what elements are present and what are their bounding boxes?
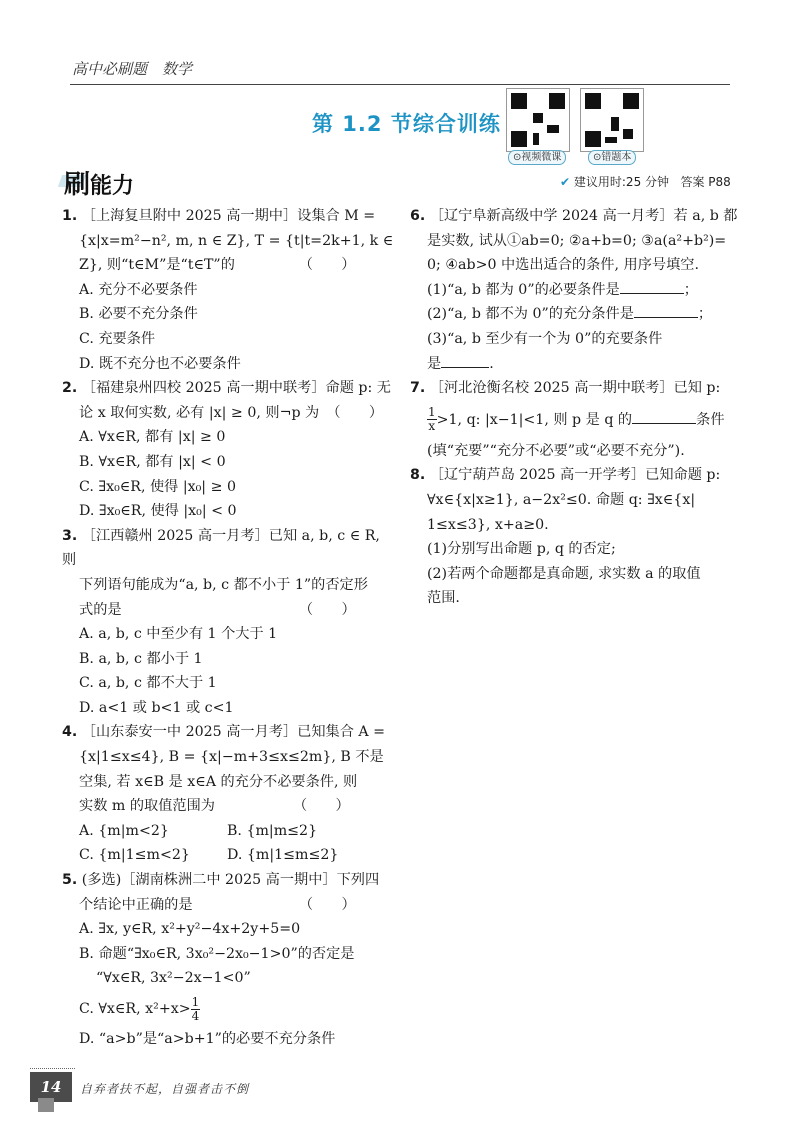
question-text: ［福建泉州四校 2025 高一期中联考］命题 p: 无	[81, 380, 391, 397]
question-2	[62, 376, 394, 524]
fraction-numerator: 1	[428, 405, 436, 420]
section-title: 第 1.2 节综合训练	[312, 112, 501, 136]
qr-caption-error-book: ⊙错题本	[588, 150, 636, 165]
question-6	[410, 204, 742, 376]
qr-code-video[interactable]	[506, 88, 570, 152]
option-d: D. {m|1≤m≤2}	[227, 847, 339, 864]
qr-caption-video: ⊙视频微课	[508, 150, 566, 165]
question-1	[62, 204, 394, 376]
answer-blank[interactable]	[620, 281, 684, 294]
question-text: 1≤x≤3}, x+a≥0.	[427, 516, 549, 533]
option-b: B. 命题“∃x₀∈R, 3x₀²−2x₀−1>0”的否定是	[79, 945, 355, 962]
fraction	[427, 406, 437, 433]
option-b: B. {m|m≤2}	[227, 822, 318, 839]
sub-question-1	[410, 278, 742, 303]
ability-banner	[64, 164, 134, 201]
question-text: 式的是 （ ）	[79, 601, 356, 618]
option-a: A. ∀x∈R, 都有 |x| ≥ 0	[79, 429, 226, 446]
question-text: (填“充要”“充分不必要”或“必要不充分”).	[427, 442, 685, 459]
question-number: 6.	[410, 208, 426, 224]
fraction-numerator: 1	[191, 994, 200, 1009]
sub-text: (1)“a, b 都为 0”的必要条件是	[427, 281, 620, 298]
question-number: 3.	[62, 527, 78, 544]
header-rule	[70, 84, 730, 85]
question-text: 0; ④ab>0 中选出适合的条件, 用序号填空.	[427, 257, 699, 274]
qr-code-error-book[interactable]	[580, 88, 644, 152]
option-b: B. a, b, c 都小于 1	[79, 650, 203, 667]
fraction	[191, 996, 201, 1023]
question-text: 是实数, 试从①ab=0; ②a+b=0; ③a(a²+b²)=	[427, 232, 727, 249]
option-d: D. “a>b”是“a>b+1”的必要不充分条件	[79, 1031, 336, 1047]
option-d: D. 既不充分也不必要条件	[79, 355, 241, 372]
question-number: 1.	[62, 208, 78, 224]
question-text: Z}, 则“t∈M”是“t∈T”的 （ ）	[79, 257, 356, 274]
question-number: 7.	[410, 380, 426, 397]
option-c	[62, 991, 394, 1027]
option-c: C. {m|1≤m<2}	[79, 847, 190, 864]
fraction-denominator: 4	[191, 1008, 200, 1023]
question-text: ［江西赣州 2025 高一月考］已知 a, b, c ∈ R, 则	[62, 527, 380, 569]
answer-page: 答案 P88	[680, 175, 731, 189]
question-text-inline: >1, q: |x−1|<1, 则 p 是 q 的	[436, 411, 633, 428]
sub-question-2: (2)若两个命题都是真命题, 求实数 a 的取值	[427, 565, 701, 582]
answer-blank[interactable]	[441, 355, 489, 368]
question-number: 2.	[62, 380, 78, 397]
option-c: C. 充要条件	[79, 330, 156, 347]
left-column	[62, 204, 394, 1052]
question-number: 4.	[62, 724, 78, 741]
question-text: 下列语句能成为“a, b, c 都不小于 1”的否定形	[79, 576, 368, 593]
punct: ；	[683, 281, 698, 298]
punct: ；	[697, 306, 713, 323]
suggest-time: 建议用时:25 分钟	[573, 175, 670, 189]
brush-char: 刷	[64, 170, 91, 200]
question-text	[410, 401, 742, 439]
question-text: (多选)［湖南株洲二中 2025 高一期中］下列四	[81, 872, 380, 889]
option-a: A. a, b, c 中至少有 1 个大于 1	[79, 626, 278, 643]
question-3	[62, 524, 394, 721]
option-d: D. a<1 或 b<1 或 c<1	[79, 699, 234, 716]
option-b: B. 必要不充分条件	[79, 306, 198, 323]
option-c: C. ∃x₀∈R, 使得 |x₀| ≥ 0	[79, 478, 237, 495]
question-text: 个结论中正确的是 （ ）	[79, 896, 356, 913]
sub-question-2-cont: 范围.	[427, 590, 460, 607]
question-text-inline: 条件	[696, 411, 725, 428]
option-a: A. 充分不必要条件	[79, 281, 198, 298]
page-number: 14	[30, 1072, 72, 1102]
question-number: 5.	[62, 872, 78, 889]
question-text: 实数 m 的取值范围为 （ ）	[79, 798, 350, 815]
option-b-cont: “∀x∈R, 3x²−2x−1<0”	[96, 970, 251, 987]
option-c: C. a, b, c 都不大于 1	[79, 675, 217, 692]
question-7	[410, 376, 742, 463]
right-column	[410, 204, 742, 611]
sub-question-1: (1)分别写出命题 p, q 的否定;	[427, 541, 616, 558]
question-text: ∀x∈{x|x≥1}, a−2x²≤0. 命题 q: ∃x∈{x|	[427, 491, 696, 508]
book-title: 高中必刷题 数学	[72, 60, 193, 78]
question-text: {x|1≤x≤4}, B = {x|−m+3≤x≤2m}, B 不是	[79, 749, 384, 766]
question-4	[62, 720, 394, 868]
question-number: 8.	[410, 467, 426, 484]
option-a: A. ∃x, y∈R, x²+y²−4x+2y+5=0	[79, 921, 301, 938]
fraction-denominator: x	[428, 419, 436, 434]
sub-text: (3)“a, b 至少有一个为 0”的充要条件	[427, 330, 663, 347]
question-text: ［山东泰安一中 2025 高一月考］已知集合 A =	[81, 724, 386, 741]
punct: .	[489, 355, 494, 372]
option-c-text: C. ∀x∈R, x²+x>	[79, 1001, 191, 1017]
answer-blank[interactable]	[632, 411, 696, 424]
question-text: ［河北沧衡名校 2025 高一期中联考］已知 p:	[429, 380, 721, 397]
brush-rest: 能力	[90, 174, 135, 199]
question-8	[410, 463, 742, 611]
option-a: A. {m|m<2}	[79, 822, 169, 839]
footer-square-decoration	[38, 1098, 54, 1112]
answer-blank[interactable]	[634, 305, 698, 318]
footer-dots	[30, 1068, 75, 1069]
question-5	[62, 868, 394, 1052]
question-text: ［上海复旦附中 2025 高一期中］设集合 M =	[81, 208, 376, 224]
sub-question-2	[410, 302, 742, 327]
option-d: D. ∃x₀∈R, 使得 |x₀| < 0	[79, 503, 237, 520]
question-text: 论 x 取何实数, 必有 |x| ≥ 0, 则¬p 为 （ ）	[79, 404, 384, 421]
footer-motto: 自弃者扶不起，自强者击不倒	[80, 1082, 250, 1096]
sub-text: 是	[427, 355, 442, 372]
sub-question-3-cont	[410, 352, 742, 377]
sub-text: (2)“a, b 都不为 0”的充分条件是	[427, 306, 634, 323]
question-text: {x|x=m²−n², m, n ∈ Z}, T = {t|t=2k+1, k ∈	[79, 232, 394, 249]
question-text: ［辽宁葫芦岛 2025 高一开学考］已知命题 p:	[429, 467, 721, 484]
suggest-info	[560, 173, 731, 190]
question-text: 空集, 若 x∈B 是 x∈A 的充分不必要条件, 则	[79, 773, 358, 790]
sub-question-3	[410, 327, 742, 352]
check-icon: ✔	[560, 175, 571, 189]
option-b: B. ∀x∈R, 都有 |x| < 0	[79, 453, 226, 470]
question-text: ［辽宁阜新高级中学 2024 高一月考］若 a, b 都	[429, 208, 738, 224]
